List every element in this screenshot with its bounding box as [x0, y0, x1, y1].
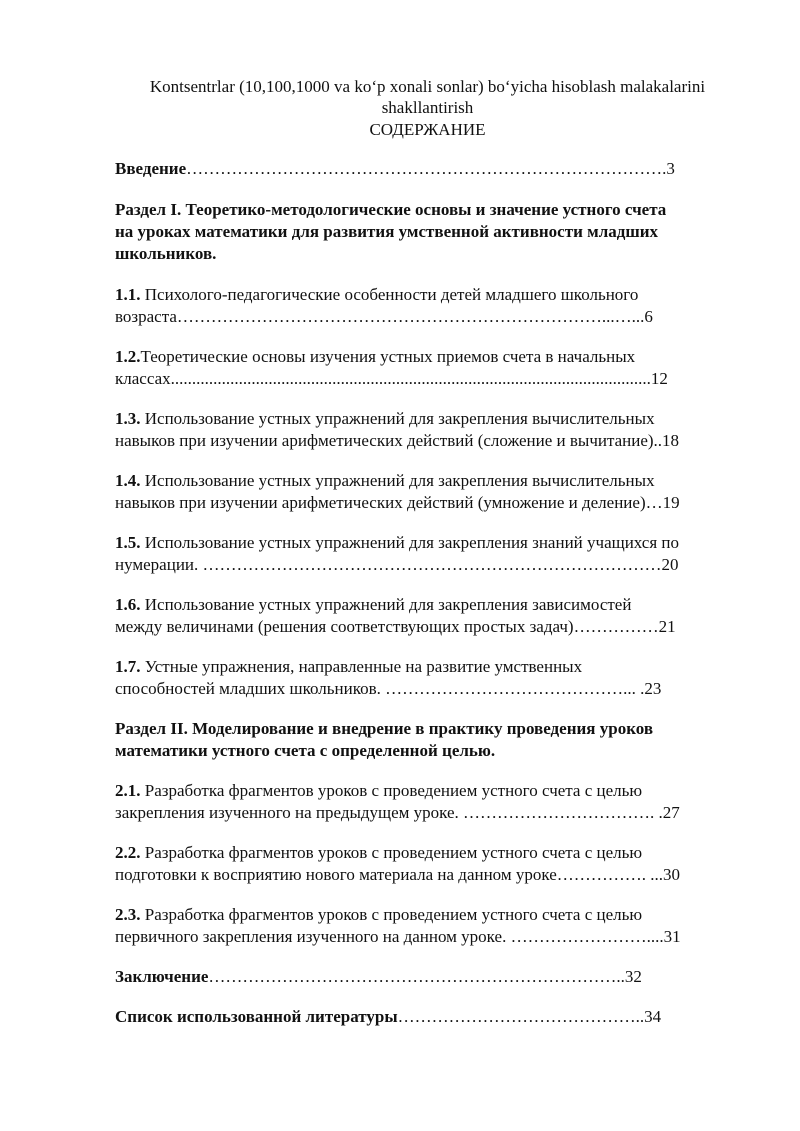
entry-text: Устные упражнения, направленные на развитие умственных: [140, 657, 583, 676]
section1-line-1: Раздел I. Теоретико-методологические основы и значение устного счета: [115, 200, 667, 219]
entry-number: 1.1.: [115, 285, 141, 304]
section2-line-1: Раздел II. Моделирование и внедрение в практику проведения уроков: [115, 719, 654, 738]
entry-number: 2.2.: [115, 843, 141, 862]
entry-text: Использование устных упражнений для закрепления знаний учащихся по: [140, 533, 680, 552]
entry-number: 2.3.: [115, 905, 141, 924]
references-label: Список использованной литературы: [115, 1007, 398, 1026]
intro-leader: ………………………………………………………………………….3: [186, 159, 675, 178]
section1-line-2: на уроках математики для развития умственной активности младших: [115, 222, 658, 241]
document-page: [115, 76, 740, 1028]
toc-entry-references: [115, 1006, 740, 1028]
toc-entry-conclusion: [115, 966, 740, 988]
entry-text-cont: закрепления изученного на предыдущем уроке. ……………………………. .27: [115, 803, 680, 822]
entry-number: 1.3.: [115, 409, 141, 428]
entry-number: 1.5.: [115, 533, 141, 552]
toc-entry-1-4: [115, 470, 740, 514]
document-title: [115, 76, 740, 118]
conclusion-label: Заключение: [115, 967, 209, 986]
title-line-2: shakllantirish: [381, 98, 474, 117]
toc-section-1: [115, 199, 740, 265]
conclusion-leader: ………………………………………………………………..32: [208, 967, 642, 986]
references-leader: ……………………………………..34: [397, 1007, 662, 1026]
entry-number: 1.2.: [115, 347, 141, 366]
entry-number: 1.7.: [115, 657, 141, 676]
toc-entry-1-3: [115, 408, 740, 452]
toc-entry-2-2: [115, 842, 740, 886]
toc-entry-1-6: [115, 594, 740, 638]
entry-number: 1.6.: [115, 595, 141, 614]
toc-entry-1-5: [115, 532, 740, 576]
entry-number: 1.4.: [115, 471, 141, 490]
entry-text: Использование устных упражнений для закрепления вычислительных: [140, 471, 655, 490]
toc-entry-2-1: [115, 780, 740, 824]
entry-text-cont: нумерации. ………………………………………………………………………20: [115, 555, 679, 574]
toc-entry-intro: [115, 158, 740, 180]
entry-text: Разработка фрагментов уроков с проведением устного счета с целью: [140, 905, 643, 924]
entry-text: Использование устных упражнений для закрепления вычислительных: [140, 409, 655, 428]
entry-text-cont: классах.................................................................................................................12: [115, 369, 668, 388]
toc-entry-1-7: [115, 656, 740, 700]
entry-text: Разработка фрагментов уроков с проведением устного счета с целью: [140, 843, 643, 862]
entry-text: Разработка фрагментов уроков с проведением устного счета с целью: [140, 781, 643, 800]
entry-text: Использование устных упражнений для закрепления зависимостей: [140, 595, 632, 614]
entry-text-cont: первичного закрепления изученного на данном уроке. ……………………....31: [115, 927, 681, 946]
entry-text-cont: навыков при изучении арифметических действий (сложение и вычитание)..18: [115, 431, 680, 450]
toc-section-2: [115, 718, 740, 762]
entry-text-cont: навыков при изучении арифметических действий (умножение и деление)…19: [115, 493, 680, 512]
section2-line-2: математики устного счета с определенной целью.: [115, 741, 496, 760]
entry-text-cont: способностей младших школьников. ……………………………………... .23: [115, 679, 662, 698]
title-line-1: Kontsentrlar (10,100,1000 va ko‘p xonali sonlar) bo‘yicha hisoblash malakalarini: [149, 77, 706, 96]
toc-entry-2-3: [115, 904, 740, 948]
entry-text: Теоретические основы изучения устных приемов счета в начальных: [140, 347, 636, 366]
toc-entry-1-1: [115, 284, 740, 328]
toc-heading: СОДЕРЖАНИЕ: [369, 120, 486, 139]
toc-entry-1-2: [115, 346, 740, 390]
entry-text-cont: подготовки к восприятию нового материала на данном уроке……………. ...30: [115, 865, 681, 884]
entry-text-cont: возраста…………………………………………………………………...…...6: [115, 307, 653, 326]
intro-label: Введение: [115, 159, 187, 178]
section1-line-3: школьников.: [115, 244, 217, 263]
entry-text: Психолого-педагогические особенности детей младшего школьного: [140, 285, 639, 304]
entry-text-cont: между величинами (решения соответствующих простых задач)……………21: [115, 617, 676, 636]
entry-number: 2.1.: [115, 781, 141, 800]
